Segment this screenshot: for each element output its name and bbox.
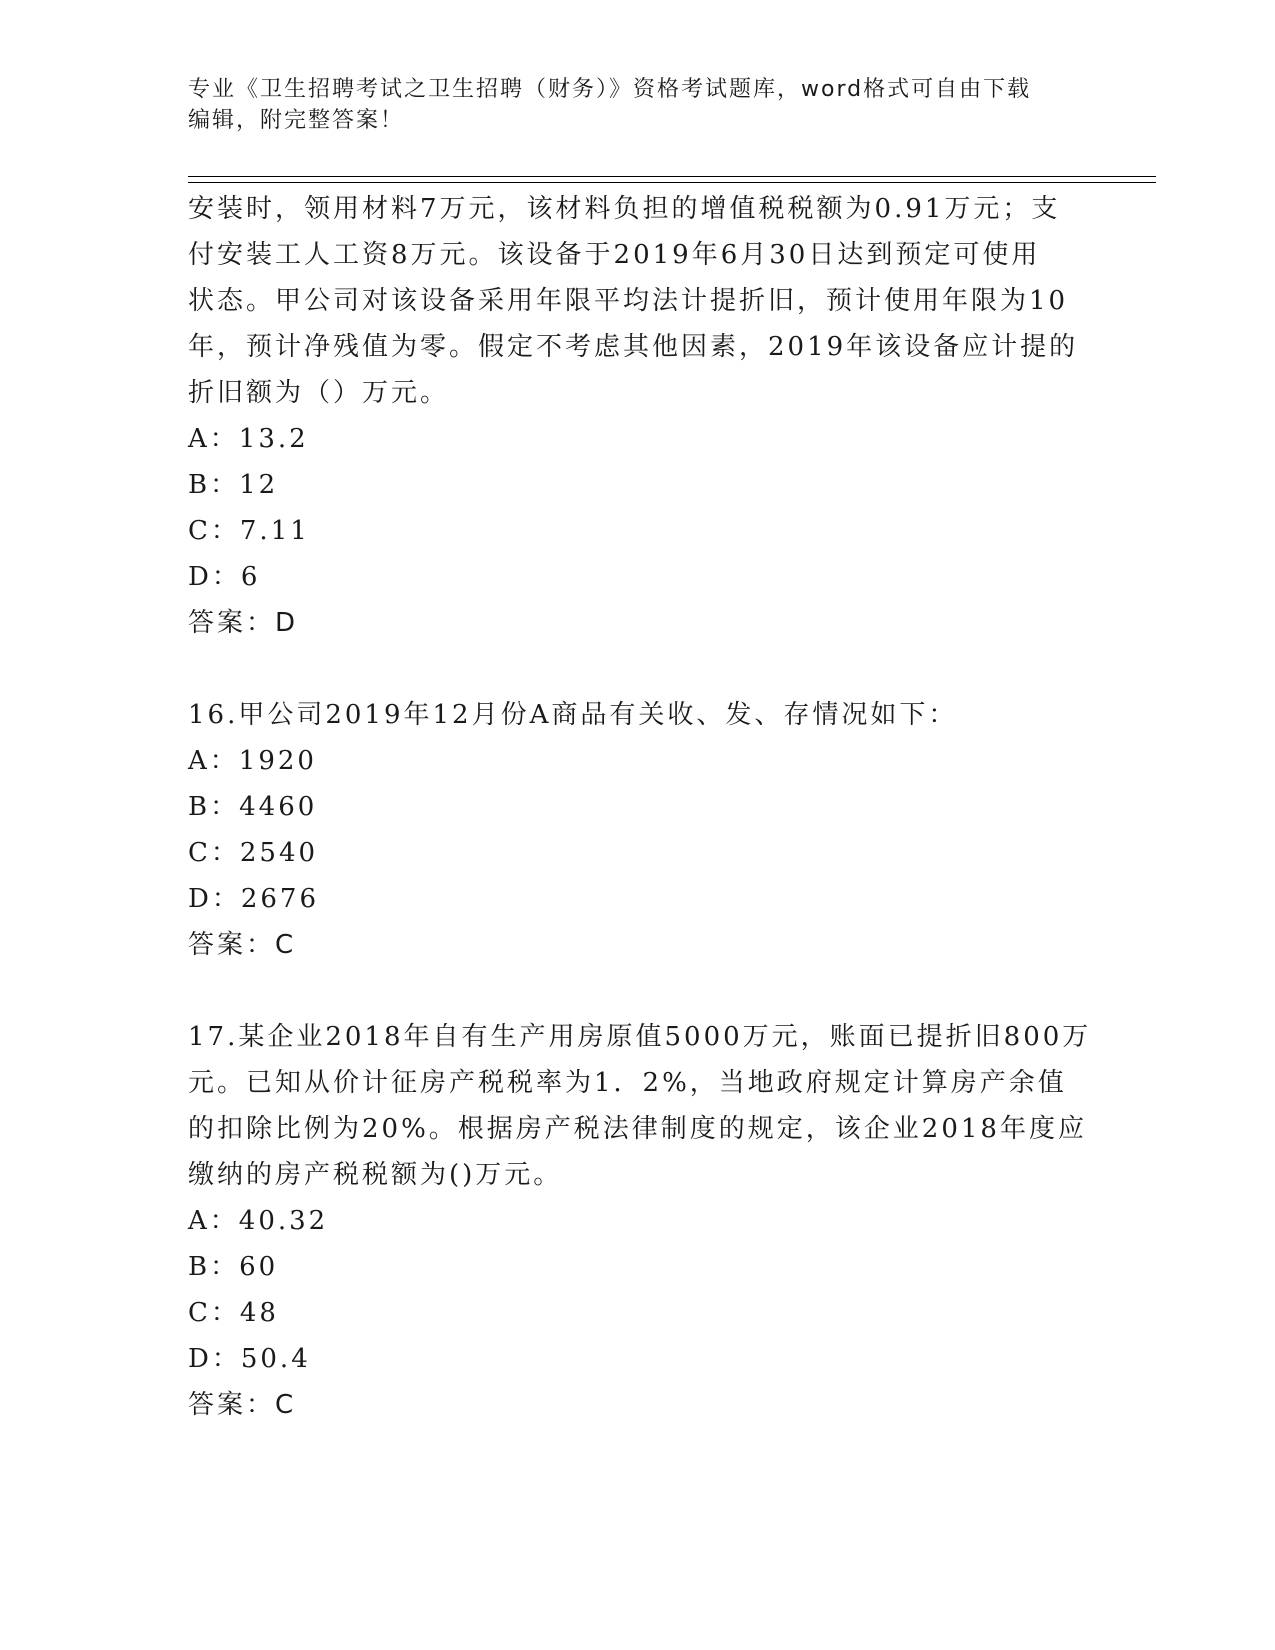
option-b: B：60 — [188, 1252, 279, 1282]
question-stem-line: 缴纳的房产税税额为()万元。 — [188, 1160, 563, 1190]
option-b: B：12 — [188, 470, 279, 500]
question-stem-line: 16.甲公司2019年12月份A商品有关收、发、存情况如下： — [188, 700, 958, 730]
option-c: C：2540 — [188, 838, 319, 868]
question-stem-line: 安装时，领用材料7万元，该材料负担的增值税税额为0.91万元；支 — [188, 194, 1061, 224]
question-stem-line: 的扣除比例为20%。根据房产税法律制度的规定，该企业2018年度应 — [188, 1114, 1087, 1144]
option-d: D：50.4 — [188, 1344, 311, 1374]
option-a: A：40.32 — [188, 1206, 329, 1236]
document-header — [188, 74, 1088, 136]
answer-line: 答案：D — [188, 608, 299, 638]
answer-line: 答案：C — [188, 1390, 297, 1420]
option-a: A：1920 — [188, 746, 317, 776]
spacer — [188, 968, 1088, 1014]
question-stem-line: 年，预计净残值为零。假定不考虑其他因素，2019年该设备应计提的 — [188, 332, 1079, 362]
option-b: B：4460 — [188, 792, 318, 822]
question-block — [188, 692, 1088, 968]
option-a: A：13.2 — [188, 424, 309, 454]
question-stem-line: 元。已知从价计征房产税税率为1．2%，当地政府规定计算房产余值 — [188, 1068, 1067, 1098]
answer-line: 答案：C — [188, 930, 297, 960]
question-block — [188, 1014, 1092, 1428]
header-line: 编辑，附完整答案！ — [188, 108, 405, 133]
question-block — [188, 186, 1088, 646]
header-line: 专业《卫生招聘考试之卫生招聘（财务）》资格考试题库，word格式可自由下载 — [188, 77, 1032, 102]
question-stem-line: 17.某企业2018年自有生产用房原值5000万元，账面已提折旧800万 — [188, 1022, 1092, 1052]
question-stem-line: 状态。甲公司对该设备采用年限平均法计提折旧，预计使用年限为10 — [188, 286, 1069, 316]
spacer — [188, 646, 1088, 692]
header-divider-bottom — [188, 182, 1156, 183]
option-c: C：7.11 — [188, 516, 310, 546]
question-stem-line: 折旧额为（）万元。 — [188, 378, 450, 408]
question-list — [188, 186, 1092, 1428]
option-d: D：2676 — [188, 884, 320, 914]
option-c: C：48 — [188, 1298, 279, 1328]
header-divider-top — [188, 176, 1156, 177]
option-d: D：6 — [188, 562, 261, 592]
question-stem-line: 付安装工人工资8万元。该设备于2019年6月30日达到预定可使用 — [188, 240, 1041, 270]
